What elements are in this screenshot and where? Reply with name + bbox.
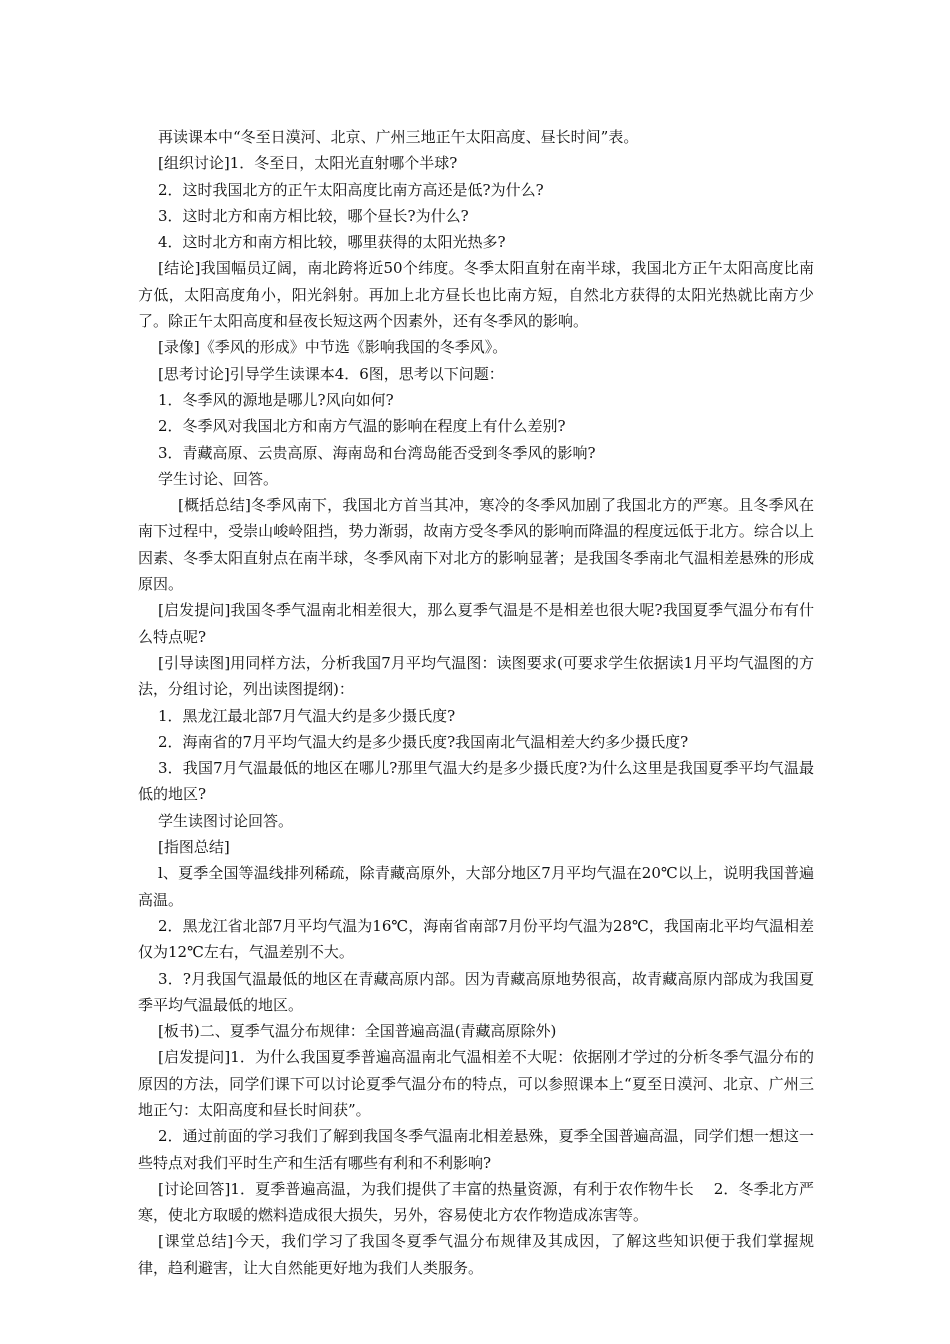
paragraph: [组织讨论]1．冬至日，太阳光直射哪个半球? xyxy=(158,154,458,173)
paragraph: 2．这时我国北方的正午太阳高度比南方高还是低?为什么? xyxy=(158,180,544,199)
paragraph: 1．冬季风的源地是哪儿?风向如何? xyxy=(158,390,394,409)
paragraph: [指图总结] xyxy=(158,838,230,857)
paragraph: [课堂总结]今天，我们学习了我国冬夏季气温分布规律及其成因，了解这些知识便于我们掌握规律，趋利避害，让大自然能更好地为我们人类服务。 xyxy=(138,1232,814,1277)
paragraph: [概括总结]冬季风南下，我国北方首当其冲，寒冷的冬季风加剧了我国北方的严寒。且冬季风在南下过程中，受崇山峻岭阻挡，势力渐弱，故南方受冬季风的影响而降温的程度远低于北方。综合以上因素、冬季太阳直射点在南半球，冬季风南下对北方的影响显著；是我国冬季南北气温相差悬殊的形成原因。 xyxy=(138,496,814,594)
paragraph: 1．黑龙江最北部7月气温大约是多少摄氏度? xyxy=(158,706,456,725)
paragraph: 3．青藏高原、云贵高原、海南岛和台湾岛能否受到冬季风的影响? xyxy=(158,443,596,462)
paragraph: 3．?月我国气温最低的地区在青藏高原内部。因为青藏高原地势很高，故青藏高原内部成为我国夏季平均气温最低的地区。 xyxy=(138,969,814,1014)
paragraph: 4．这时北方和南方相比较，哪里获得的太阳光热多? xyxy=(158,233,506,252)
paragraph: 学生讨论、回答。 xyxy=(158,469,279,488)
paragraph: 学生读图讨论回答。 xyxy=(158,811,294,830)
paragraph: 3．这时北方和南方相比较，哪个昼长?为什么? xyxy=(158,206,469,225)
paragraph: [思考讨论]引导学生读课本4．6图，思考以下问题： xyxy=(158,364,504,383)
paragraph: 2．海南省的7月平均气温大约是多少摄氏度?我国南北气温相差大约多少摄氏度? xyxy=(158,732,689,751)
paragraph: l、夏季全国等温线排列稀疏，除青藏高原外，大部分地区7月平均气温在20℃以上，说明我国普遍高温。 xyxy=(138,864,814,909)
paragraph: [讨论回答]1．夏季普遍高温，为我们提供了丰富的热量资源，有利于农作物牛长 2．冬季北方严寒，使北方取暖的燃料造成很大损失，另外，容易使北方农作物造成冻害等。 xyxy=(138,1179,814,1225)
paragraph: 2．黑龙江省北部7月平均气温为16℃，海南省南部7月份平均气温为28℃，我国南北平均气温相差仅为12℃左右，气温差别不大。 xyxy=(138,916,814,962)
paragraph: [板书)二、夏季气温分布规律：全国普遍高温(青藏高原除外) xyxy=(158,1022,557,1041)
paragraph: 2．冬季风对我国北方和南方气温的影响在程度上有什么差别? xyxy=(158,417,566,436)
paragraph: [引导读图]用同样方法，分析我国7月平均气温图：读图要求(可要求学生依据读1月平均气温图的方法，分组讨论，列出读图提纲)： xyxy=(138,653,814,699)
paragraph: [结论]我国幅员辽阔，南北跨将近50个纬度。冬季太阳直射在南半球，我国北方正午太阳高度比南方低，太阳高度角小，阳光斜射。再加上北方昼长也比南方短，自然北方获得的太阳光热就比南方少了。除正午太阳高度和昼夜长短这两个因素外，还有冬季风的影响。 xyxy=(138,259,814,331)
paragraph: [启发提问]1．为什么我国夏季普遍高温南北气温相差不大呢：依据刚才学过的分析冬季气温分布的原因的方法，同学们课下可以讨论夏季气温分布的特点，可以参照课本上“夏至日漠河、北京、广州三地正勺：太阳高度和昼长时间获”。 xyxy=(138,1048,814,1119)
document-page xyxy=(138,124,814,1281)
paragraph: 3．我国7月气温最低的地区在哪儿?那里气温大约是多少摄氏度?为什么这里是我国夏季平均气温最低的地区? xyxy=(138,759,814,804)
paragraph: 再读课本中“冬至日漠河、北京、广州三地正午太阳高度、昼长时间”表。 xyxy=(158,128,639,146)
paragraph: [启发提问]我国冬季气温南北相差很大，那么夏季气温是不是相差也很大呢?我国夏季气温分布有什么特点呢? xyxy=(138,601,814,646)
paragraph: [录像]《季风的形成》中节选《影响我国的冬季风》。 xyxy=(158,338,508,357)
paragraph: 2．通过前面的学习我们了解到我国冬季气温南北相差悬殊，夏季全国普遍高温，同学们想一想这一些特点对我们平时生产和生活有哪些有利和不利影响? xyxy=(138,1127,814,1172)
